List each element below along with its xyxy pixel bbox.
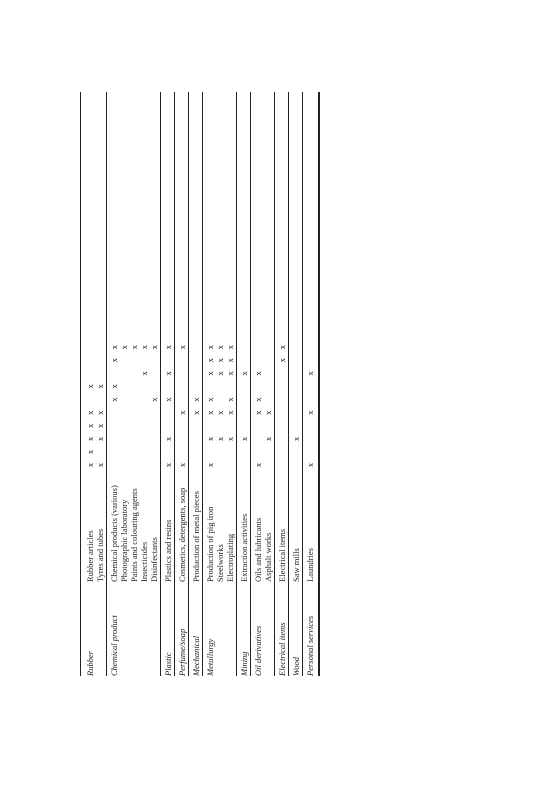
table-mark-x: x: [109, 344, 119, 350]
table-mark-x: x: [253, 371, 263, 376]
activity-label: Disinfectants: [149, 537, 159, 582]
activity-label: Extraction activities: [239, 513, 249, 582]
table-mark-x: x: [277, 358, 287, 363]
table-mark-x: x: [163, 397, 173, 402]
activity-label: Electrical items: [277, 528, 287, 582]
table-mark-x: x: [253, 462, 263, 468]
table-mark-x: x: [277, 344, 287, 350]
table-mark-x: x: [149, 344, 159, 350]
table-mark-x: x: [95, 410, 105, 415]
table-mark-x: x: [85, 423, 95, 428]
group-divider: [188, 92, 189, 676]
table-mark-x: x: [291, 436, 301, 441]
table-mark-x: x: [163, 344, 173, 350]
category-label: Perfume/soap: [177, 628, 187, 676]
table-mark-x: x: [149, 397, 159, 402]
table-mark-x: x: [215, 436, 225, 441]
activity-label: Steelworks: [215, 544, 225, 582]
table-mark-x: x: [205, 371, 215, 376]
category-label: Electrical items: [277, 622, 287, 676]
activity-label: Oils and lubricants: [253, 517, 263, 582]
table-mark-x: x: [177, 410, 187, 415]
table-mark-x: x: [225, 371, 235, 376]
table-mark-x: x: [205, 358, 215, 363]
group-divider: [288, 92, 289, 676]
activity-label: Saw mills: [291, 548, 301, 582]
table-mark-x: x: [119, 344, 129, 350]
category-label: Metallurgy: [205, 638, 215, 676]
table-mark-x: x: [253, 410, 263, 415]
activity-label: Production of metal pieces: [191, 491, 201, 582]
activity-label: Rubber articles: [85, 530, 95, 582]
table-mark-x: x: [239, 436, 249, 441]
category-label: Oil derivatives: [253, 625, 263, 676]
group-divider: [160, 92, 161, 676]
table-mark-x: x: [139, 371, 149, 376]
activity-label: Electroplating: [225, 533, 235, 582]
category-label: Rubber: [85, 650, 95, 676]
table-mark-x: x: [215, 344, 225, 350]
category-label: Wood: [291, 656, 301, 676]
table-mark-x: x: [205, 462, 215, 468]
category-label: Mining: [239, 651, 249, 676]
group-divider: [274, 92, 275, 676]
table-mark-x: x: [225, 436, 235, 441]
table-mark-x: x: [305, 410, 315, 415]
table-mark-x: x: [85, 384, 95, 389]
activity-label: Tyres and tubes: [95, 528, 105, 582]
table-mark-x: x: [85, 436, 95, 441]
table-mark-x: x: [191, 397, 201, 402]
category-label: Mechanical: [191, 635, 201, 676]
table-mark-x: x: [177, 462, 187, 468]
table-mark-x: x: [205, 397, 215, 402]
table-mark-x: x: [85, 410, 95, 415]
activity-label: Laundries: [305, 548, 315, 582]
table-mark-x: x: [95, 384, 105, 389]
table-mark-x: x: [177, 344, 187, 350]
category-label: Chemical product: [109, 615, 119, 676]
group-divider: [302, 92, 303, 676]
table-mark-x: x: [85, 449, 95, 455]
table-mark-x: x: [109, 384, 119, 389]
table-mark-x: x: [129, 344, 139, 350]
table-mark-x: x: [109, 397, 119, 402]
activity-label: Production of pig iron: [205, 506, 215, 582]
table-mark-x: x: [225, 397, 235, 402]
group-divider: [250, 92, 251, 676]
table-mark-x: x: [253, 397, 263, 402]
table-mark-x: x: [263, 410, 273, 415]
table-mark-x: x: [85, 462, 95, 468]
table-mark-x: x: [163, 371, 173, 376]
table-mark-x: x: [205, 436, 215, 441]
activity-label: Cosmetics, detergents, soap: [177, 487, 187, 582]
activity-label: Chemical products (various): [109, 485, 119, 582]
table-mark-x: x: [95, 423, 105, 428]
table-mark-x: x: [239, 371, 249, 376]
activity-label: Paints and colouring agents: [129, 488, 139, 582]
table-mark-x: x: [205, 410, 215, 415]
table-mark-x: x: [263, 436, 273, 441]
category-label: Plastic: [163, 652, 173, 676]
group-divider: [236, 92, 237, 676]
table-mark-x: x: [215, 358, 225, 363]
table-mark-x: x: [225, 410, 235, 415]
table-mark-x: x: [163, 436, 173, 441]
table-mark-x: x: [215, 371, 225, 376]
table-bottom-rule: [318, 92, 320, 676]
table-mark-x: x: [305, 371, 315, 376]
group-divider: [174, 92, 175, 676]
activity-label: Photographic laboratory: [119, 499, 129, 582]
table-mark-x: x: [109, 358, 119, 363]
category-label: Personal services: [305, 615, 315, 676]
table-mark-x: x: [191, 410, 201, 415]
group-divider: [106, 92, 107, 676]
table-mark-x: x: [95, 462, 105, 468]
table-mark-x: x: [163, 462, 173, 468]
activity-label: Asphalt works: [263, 532, 273, 582]
table-top-rule: [80, 92, 81, 676]
activity-label: Plastics and resins: [163, 519, 173, 582]
table-mark-x: x: [305, 462, 315, 468]
table-mark-x: x: [139, 344, 149, 350]
table-mark-x: x: [215, 410, 225, 415]
activity-label: Insecticides: [139, 541, 149, 582]
table-mark-x: x: [205, 344, 215, 350]
table-mark-x: x: [95, 436, 105, 441]
table-mark-x: x: [225, 344, 235, 350]
table-mark-x: x: [225, 358, 235, 363]
rotated-table-page: [80, 92, 328, 676]
group-divider: [202, 92, 203, 676]
